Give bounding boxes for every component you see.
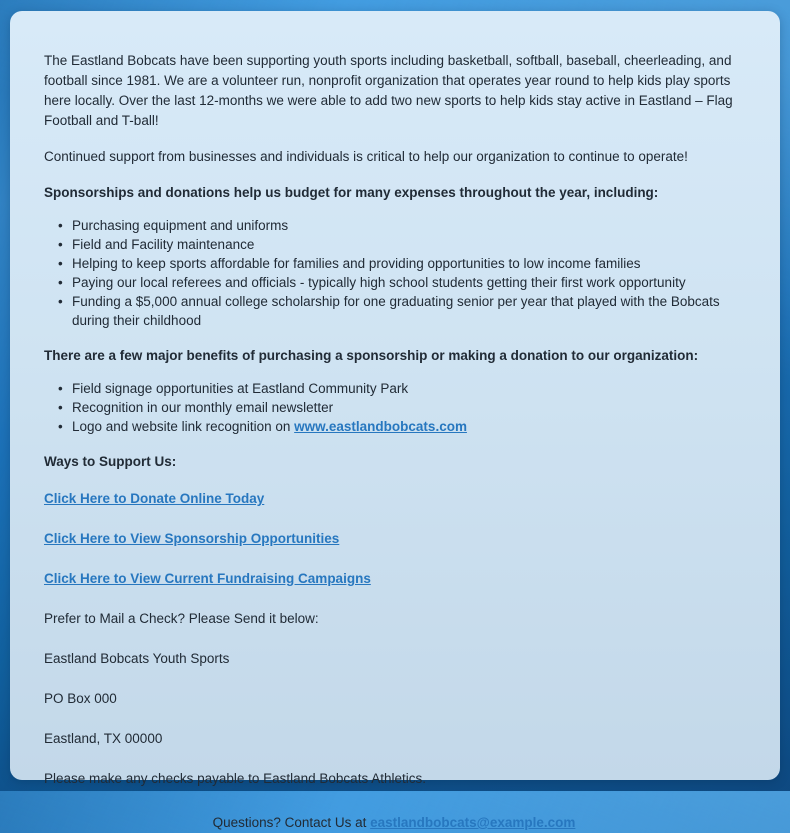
donate-link-row [44,485,744,513]
address-city-line: Eastland, TX 00000 [44,731,163,746]
sponsorship-link-row [44,525,744,553]
fundraising-link-row [44,565,744,593]
benefit-link-prefix: Logo and website link recognition on [72,419,295,434]
list-item: • Recognition in our monthly email newsletter [72,398,744,417]
checks-payable-line: Please make any checks payable to Eastland Bobcats Athletics. [44,771,426,786]
donate-online-link[interactable]: Click Here to Donate Online Today [44,491,265,506]
list-item: • Paying our local referees and officials - typically high school students getting their first work opportunity [72,273,744,292]
support-paragraph: Continued support from businesses and individuals is critical to help our organization to continue to operate! [44,149,688,164]
contact-email-link[interactable]: eastlandbobcats@example.com [370,815,576,830]
list-item: • Helping to keep sports affordable for families and providing opportunities to low income families [72,254,744,273]
address-pobox-line: PO Box 000 [44,691,117,706]
address-org-line: Eastland Bobcats Youth Sports [44,651,230,666]
website-link[interactable]: www.eastlandbobcats.com [294,419,467,434]
list-item: • Funding a $5,000 annual college scholarship for one graduating senior per year that played with the Bobcats during their childhood [72,292,744,330]
ways-to-support-heading: Ways to Support Us: [44,454,177,469]
content-card [10,11,780,830]
list-item [72,417,744,436]
benefits-heading: There are a few major benefits of purchasing a sponsorship or making a donation to our organization: [44,348,699,363]
view-sponsorship-link[interactable]: Click Here to View Sponsorship Opportunities [44,531,340,546]
benefits-list [44,379,744,436]
list-item: • Purchasing equipment and uniforms [72,216,744,235]
list-item: • Field and Facility maintenance [72,235,744,254]
contact-line [44,809,744,833]
list-item: • Field signage opportunities at Eastland Community Park [72,379,744,398]
expenses-heading: Sponsorships and donations help us budget for many expenses throughout the year, including: [44,185,659,200]
intro-paragraph: The Eastland Bobcats have been supporting youth sports including basketball, softball, baseball, cheerleading, and football since 1981. We are a volunteer run, nonprofit organization that operates year round to help kids play sports here locally. Over the last 12-months we were able to add two new sports to help kids stay active in Eastland – Flag Football and T-ball! [44,53,733,128]
mail-check-line: Prefer to Mail a Check? Please Send it below: [44,611,319,626]
contact-prefix: Questions? Contact Us at [212,815,371,830]
expenses-list [44,216,744,330]
view-fundraising-link[interactable]: Click Here to View Current Fundraising Campaigns [44,571,371,586]
